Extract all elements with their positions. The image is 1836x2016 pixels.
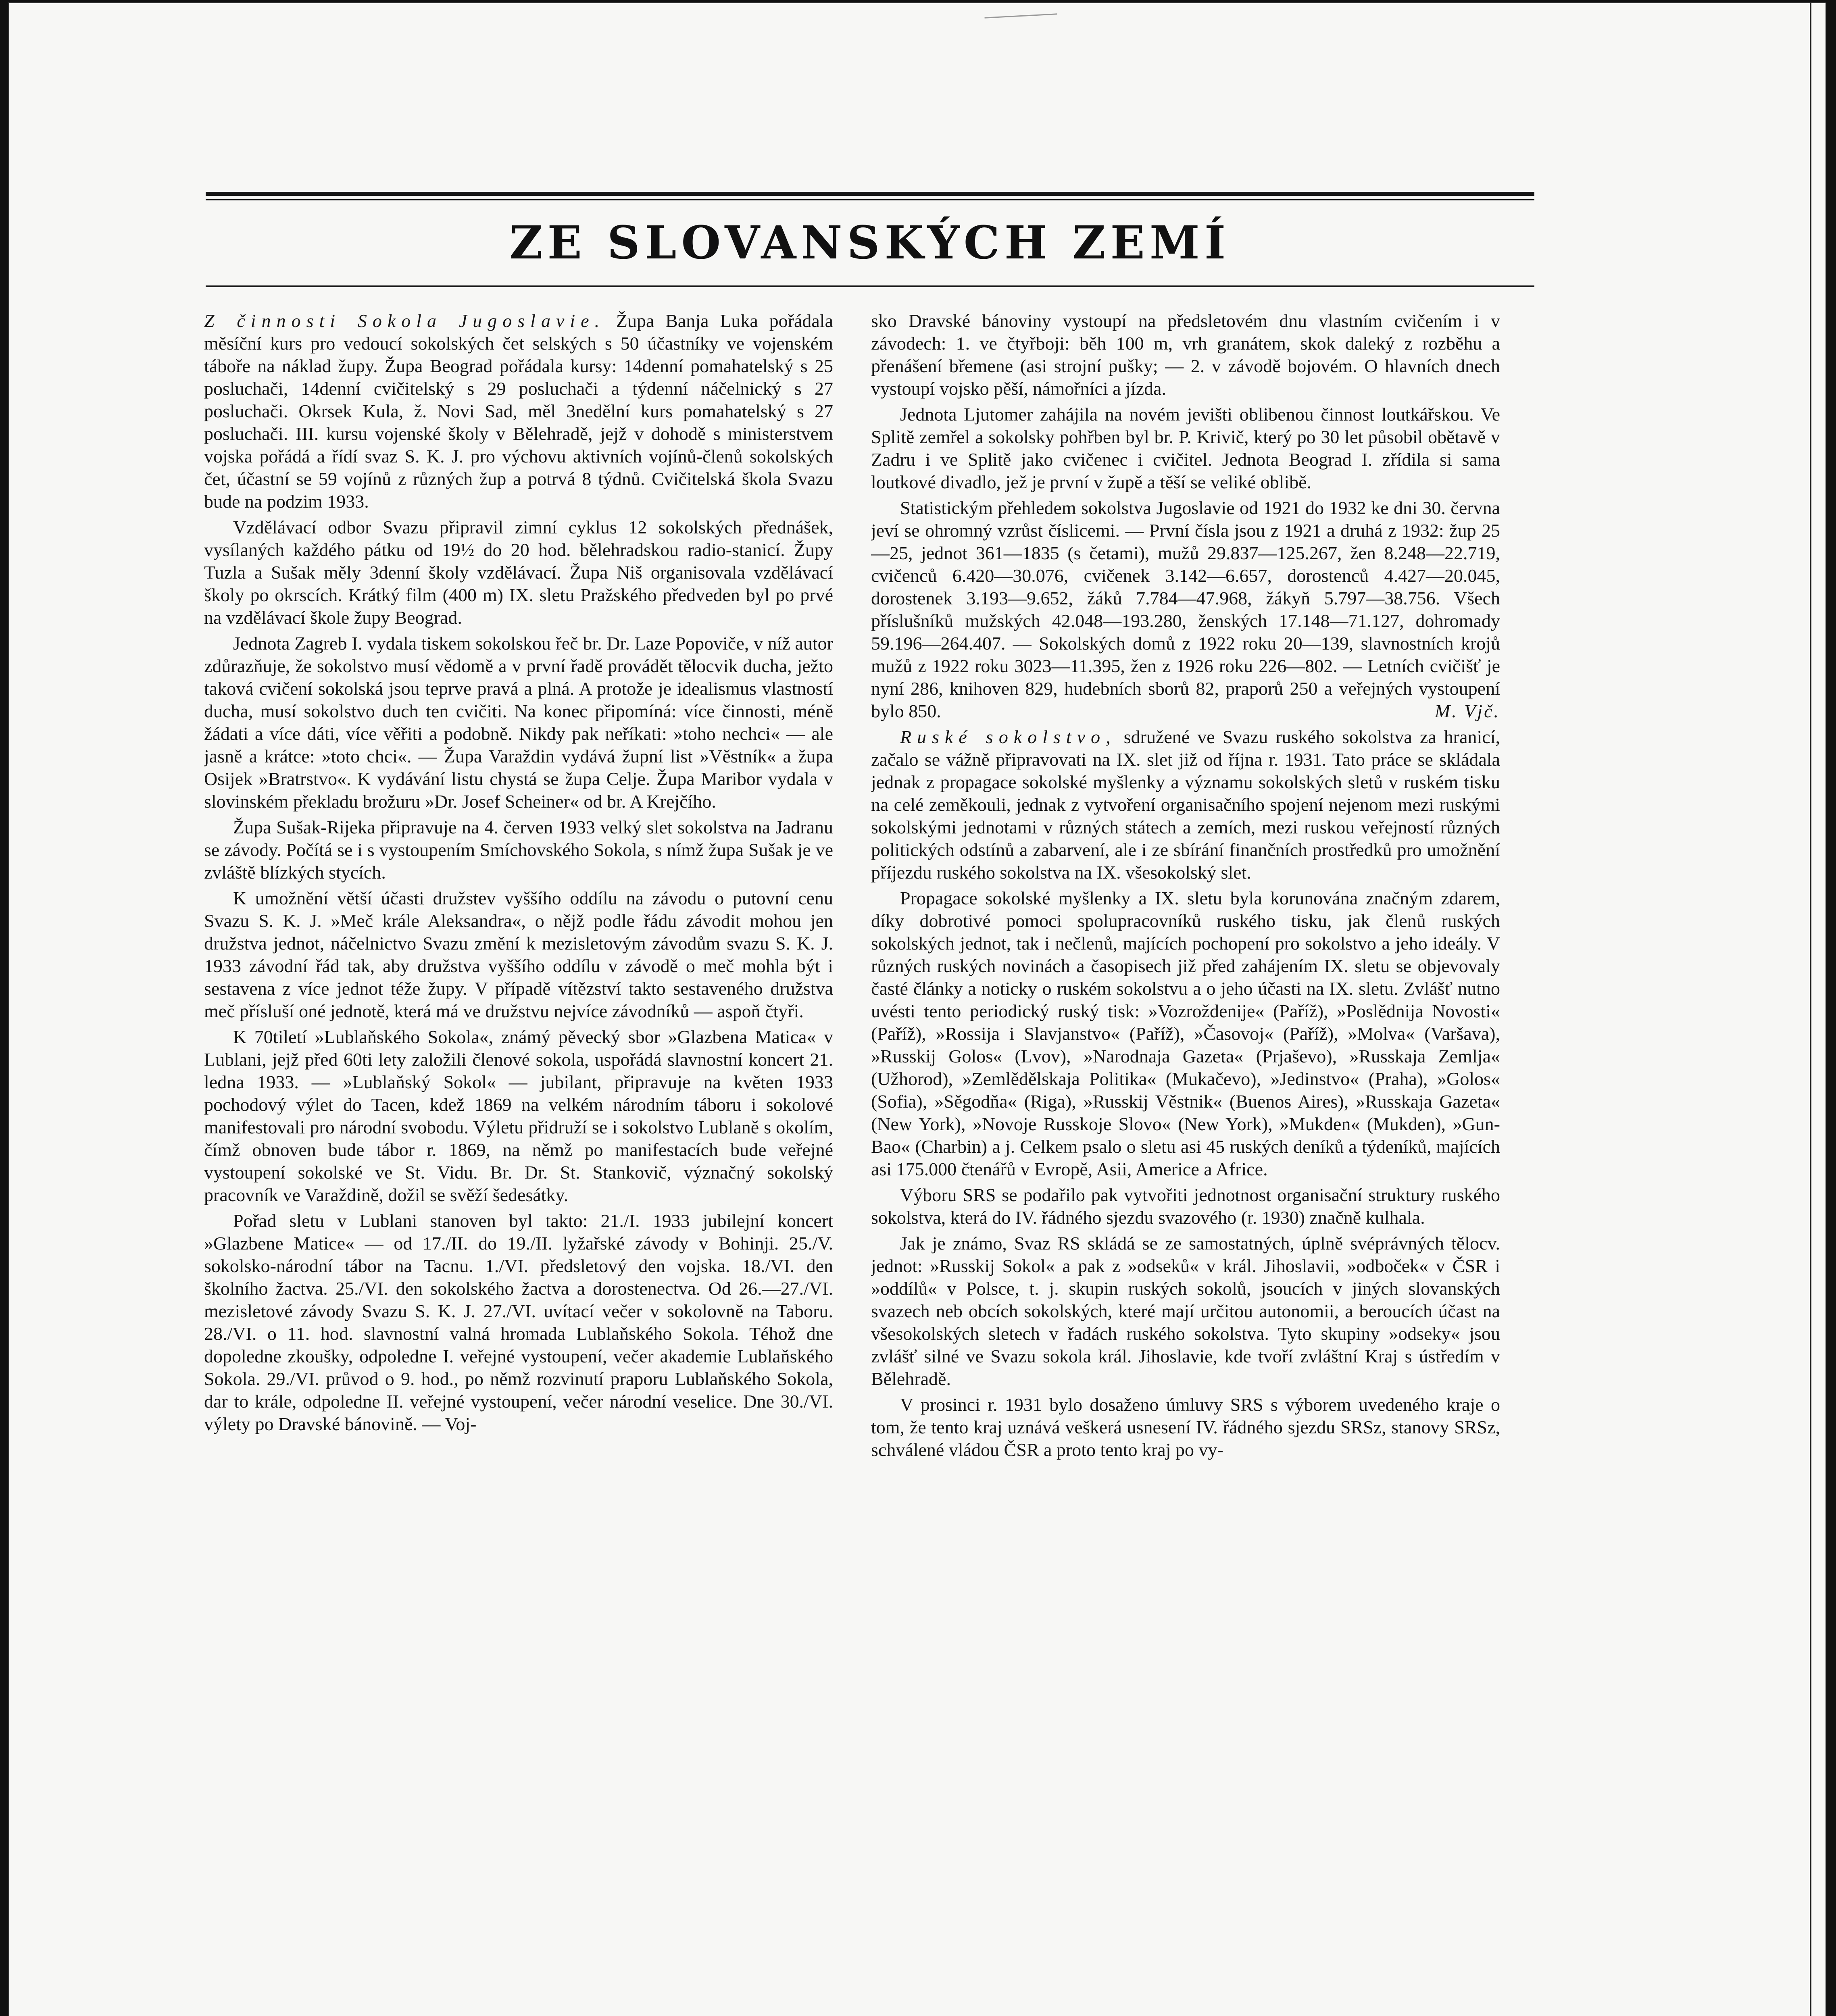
paragraph: K umožnění větší účasti družstev vyššího oddílu na závodu o putovní cenu Svazu S. K. J. »Meč krále Aleksandra«, o nějž podle řádu závodit mohou jen družstva jednot, náčelnictvo Svazu změní k mezisletovým závodům svazu S. K. J. 1933 závodní řád tak, aby družstva vyššího oddílu v závodě o meč mohla být i sestavena z více jednot téže župy. V případě vítězství takto sestaveného družstva meč přísluší oné jednotě, která má ve družstvu nejvíce závodníků — aspoň čtyři. [204,888,833,1021]
paragraph: Jednota Ljutomer zahájila na novém jevišti oblibenou činnost loutkářskou. Ve Splitě zemřel a sokolsky pohřben byl br. P. Krivič, který po 30 let působil obětavě v Zadru i ve Splitě jako cvičenec i cvičitel. Jednota Beograd I. zřídila si sama loutkové divadlo, jež je první v župě a těší se veliké oblibě. [871,404,1500,492]
scan-frame-edge [1810,3,1811,2016]
heading-rule [206,285,1534,287]
paragraph [871,497,1500,723]
paragraph: Výboru SRS se podařilo pak vytvořiti jednotnost organisační struktury ruského sokolstva, která do IV. řádného sjezdu svazového (r. 1930) značně kulhala. [871,1185,1500,1228]
paragraph: Župa Sušak-Rijeka připravuje na 4. červen 1933 velký slet sokolstva na Jadranu se závody. Počítá se i s vystoupením Smíchovského Sokola, s nímž župa Sušak je ve zvláště blízkých stycích. [204,817,833,883]
paragraph: Vzdělávací odbor Svazu připravil zimní cyklus 12 sokolských přednášek, vysílaných každého pátku od 19½ do 20 hod. bělehradskou radio-stanicí. Župy Tuzla a Sušak měly 3denní školy vzdělávací. Župa Niš organisovala vzdělávací školy po okrscích. Krátký film (400 m) IX. sletu Pražského předveden byl po prvé na vzdělávací škole župy Beograd. [204,517,833,628]
top-rule-thin [206,199,1534,200]
left-column [204,310,833,2016]
paragraph [204,310,833,513]
paragraph: Pořad sletu v Lublani stanoven byl takto: 21./I. 1933 jubilejní koncert »Glazbene Matice« — od 17./II. do 19./II. lyžařské závody v Bohinji. 25./V. sokolsko-národní tábor na Tacnu. 1./VI. předsletový den vojska. 18./VI. den školního žactva. 25./VI. den sokolského žactva a dorostenectva. Od 26.—27./VI. mezisletové závody Svazu S. K. J. 27./VI. uvítací večer v sokolovně na Taboru. 28./VI. o 11. hod. slavnostní valná hromada Lublaňského Sokola. Téhož dne dopoledne zkoušky, odpoledne I. veřejné vystoupení, večer akademie Lublaňského Sokola. 29./VI. průvod o 9. hod., po němž rozvinutí praporu Lublaňského Sokola, dar to krále, odpoledne II. veřejné vystoupení, večer národní veselice. Dne 30./VI. výlety po Dravské bánovině. — Voj- [204,1210,833,1434]
paragraph: K 70tiletí »Lublaňského Sokola«, známý pěvecký sbor »Glazbena Matica« v Lublani, jejž před 60ti lety založili členové sokola, uspořádá slavnostní koncert 21. ledna 1933. — »Lublaňský Sokol« — jubilant, připravuje na květen 1933 pochodový výlet do Tacen, kdež 1869 na velkém národním táboru i sokolové manifestovali pro národní svobodu. Výletu přidruží se i sokolstvo Lublaně s okolím, čímž obnoven bude tábor r. 1869, na němž po manifestacích bude veřejné vystoupení sokolské ve St. Vidu. Br. Dr. St. Stankovič, význačný sokolský pracovník ve Varaždině, dožil se svěží šedesátky. [204,1027,833,1205]
top-rule [206,192,1534,196]
paragraph: sko Dravské bánoviny vystoupí na předsletovém dnu vlastním cvičením i v závodech: 1. ve čtyřboji: běh 100 m, vrh granátem, skok daleký z rozběhu a přenášení břemene (asi strojní pušky; — 2. v závodě bojovém. O hlavních dnech vystoupí vojsko pěší, námořníci a jízda. [871,310,1500,399]
article-lead: Z činnosti Sokola Jugoslavie. [204,310,605,331]
paragraph: Propagace sokolské myšlenky a IX. sletu byla korunována značným zdarem, díky dobrotivé pomoci spolupracovníků ruského tisku, jak členů ruských sokolských jednot, tak i nečlenů, majících pochopení pro sokolstvo a jeho ideály. V různých ruských novinách a časopisech již před zahájením IX. sletu se objevovaly časté články a noticky o ruském sokolstvu a o jeho účasti na IX. sletu. Zvlášť nutno uvésti tento periodický ruský tisk: »Vozroždenije« (Paříž), »Poslědnija Novosti« (Paříž), »Rossija i Slavjanstvo« (Paříž), »Časovoj« (Paříž), »Molva« (Varšava), »Russkij Golos« (Lvov), »Narodnaja Gazeta« (Prjaševo), »Russkaja Zemlja« (Užhorod), »Zemlědělskaja Politika« (Mukačevo), »Jedinstvo« (Praha), »Golos« (Sofia), »Sěgodňa« (Riga), »Russkij Věstnik« (Buenos Aires), »Russkaja Gazeta« (New York), »Novoje Russkoje Slovo« (New York), »Mukden« (Mukden), »Gun-Bao« (Charbin) a j. Celkem psalo o sletu asi 45 ruských deníků a týdeníků, majících asi 175.000 čtenářů v Evropě, Asii, Americe a Africe. [871,888,1500,1179]
paragraph-text: Župa Banja Luka pořádala měsíční kurs pro vedoucí sokolských čet selských s 50 účastníky ve vojenském táboře na náklad župy. Župa Beograd pořádala kursy: 14denní pomahatelský s 25 posluchači, 14denní cvičitelský s 29 posluchači a týdenní náčelnický s 27 posluchači. Okrsek Kula, ž. Novi Sad, měl 3nedělní kurs pomahatelský s 27 posluchači. III. kursu vojenské školy v Bělehradě, jejž v dohodě s ministerstvem vojska pořádá a řídí svaz S. K. J. pro výchovu aktivních vojínů-členů sokolských čet, účastní se 59 vojínů z různých žup a potrvá 8 týdnů. Cvičitelská škola Svazu bude na podzim 1933. [204,310,833,512]
paragraph: Jednota Zagreb I. vydala tiskem sokolskou řeč br. Dr. Laze Popoviče, v níž autor zdůrazňuje, že sokolstvo musí vědomě a v první řadě provádět tělocvik ducha, ježto taková cvičení sokolská jsou teprve pravá a plná. A protože je idealismus vlastností ducha, musí sokolstvo duch ten cvičiti. Na konec připomíná: více činnosti, méně žádati a více dáti, více věřiti a podobně. Nikdy pak neříkati: »toho nechci« — ale jasně a krátce: »toto chci«. — Župa Varaždin vydává župní list »Věstník« a župa Osijek »Bratrstvo«. K vydávání listu chystá se župa Celje. Župa Maribor vydala v slovinském překladu brožuru »Dr. Josef Scheiner« od br. A Krejčího. [204,633,833,812]
author-signature: M. Vjč. [1434,701,1500,721]
section-heading: ZE SLOVANSKÝCH ZEMÍ [509,217,1231,269]
right-column [871,310,1500,2016]
paragraph: Jak je známo, Svaz RS skládá se ze samostatných, úplně svéprávných tělocv. jednot: »Russkij Sokol« a pak z »odseků« v král. Jihoslavii, »odboček« v ČSR i »oddílů« v Polsce, t. j. skupin ruských sokolů, jsoucích v jiných slovanských svazech neb obcích sokolských, které mají určitou autonomii, a beroucích účast na všesokolských sletech v řadách ruského sokolstva. Tyto skupiny »odseky« jsou zvlášť silné ve Svazu sokola král. Jihoslavie, kde tvoří zvláštní Kraj s ústředím v Bělehradě. [871,1233,1500,1389]
paragraph: V prosinci r. 1931 bylo dosaženo úmluvy SRS s výborem uvedeného kraje o tom, že tento kraj uznává veškerá usnesení IV. řádného sjezdu SRSz, stanovy SRSz, schválené vládou ČSR a proto tento kraj po vy- [871,1394,1500,1460]
paragraph [871,726,1500,884]
magazine-page [9,3,1826,2016]
scan-mark [985,13,1058,26]
paragraph-text: sdružené ve Svazu ruského sokolstva za hranicí, začalo se vážně připravovati na IX. slet již od října r. 1931. Tato práce se skládala jednak z propagace sokolské myšlenky a významu sokolských sletů v ruském tisku na celé zeměkouli, jednak z vytvoření organisačního spojení nejenom mezi ruskými sokolskými jednotami v různých státech a zemích, mezi ruskou veřejností různých politických odstínů a zabarvení, ale i ze sbírání finančních prostředků pro umožnění příjezdu ruského sokolstva na IX. všesokolský slet. [871,727,1500,883]
paragraph-text: Statistickým přehledem sokolstva Jugoslavie od 1921 do 1932 ke dni 30. června jeví se ohromný vzrůst číslicemi. — První čísla jsou z 1921 a druhá z 1932: žup 25—25, jednot 361—1835 (s četami), mužů 29.837—125.267, žen 8.248—22.719, cvičenců 6.420—30.076, cvičenek 3.142—6.657, dorostenců 4.427—20.045, dorostenek 3.193—9.652, žáků 7.784—47.968, žákyň 5.797—38.756. Všech příslušníků mužských 42.048—193.280, ženských 17.148—71.127, dohromady 59.196—264.407. — Sokolských domů z 1922 roku 20—139, slavnostních krojů mužů z 1922 roku 3023—11.395, žen z 1926 roku 226—802. — Letních cvičišť je nyní 286, knihoven 829, hudebních sborů 82, praporů 250 a veřejných vystoupení bylo 850. [871,498,1500,721]
article-lead: Ruské sokolstvo, [900,727,1116,747]
